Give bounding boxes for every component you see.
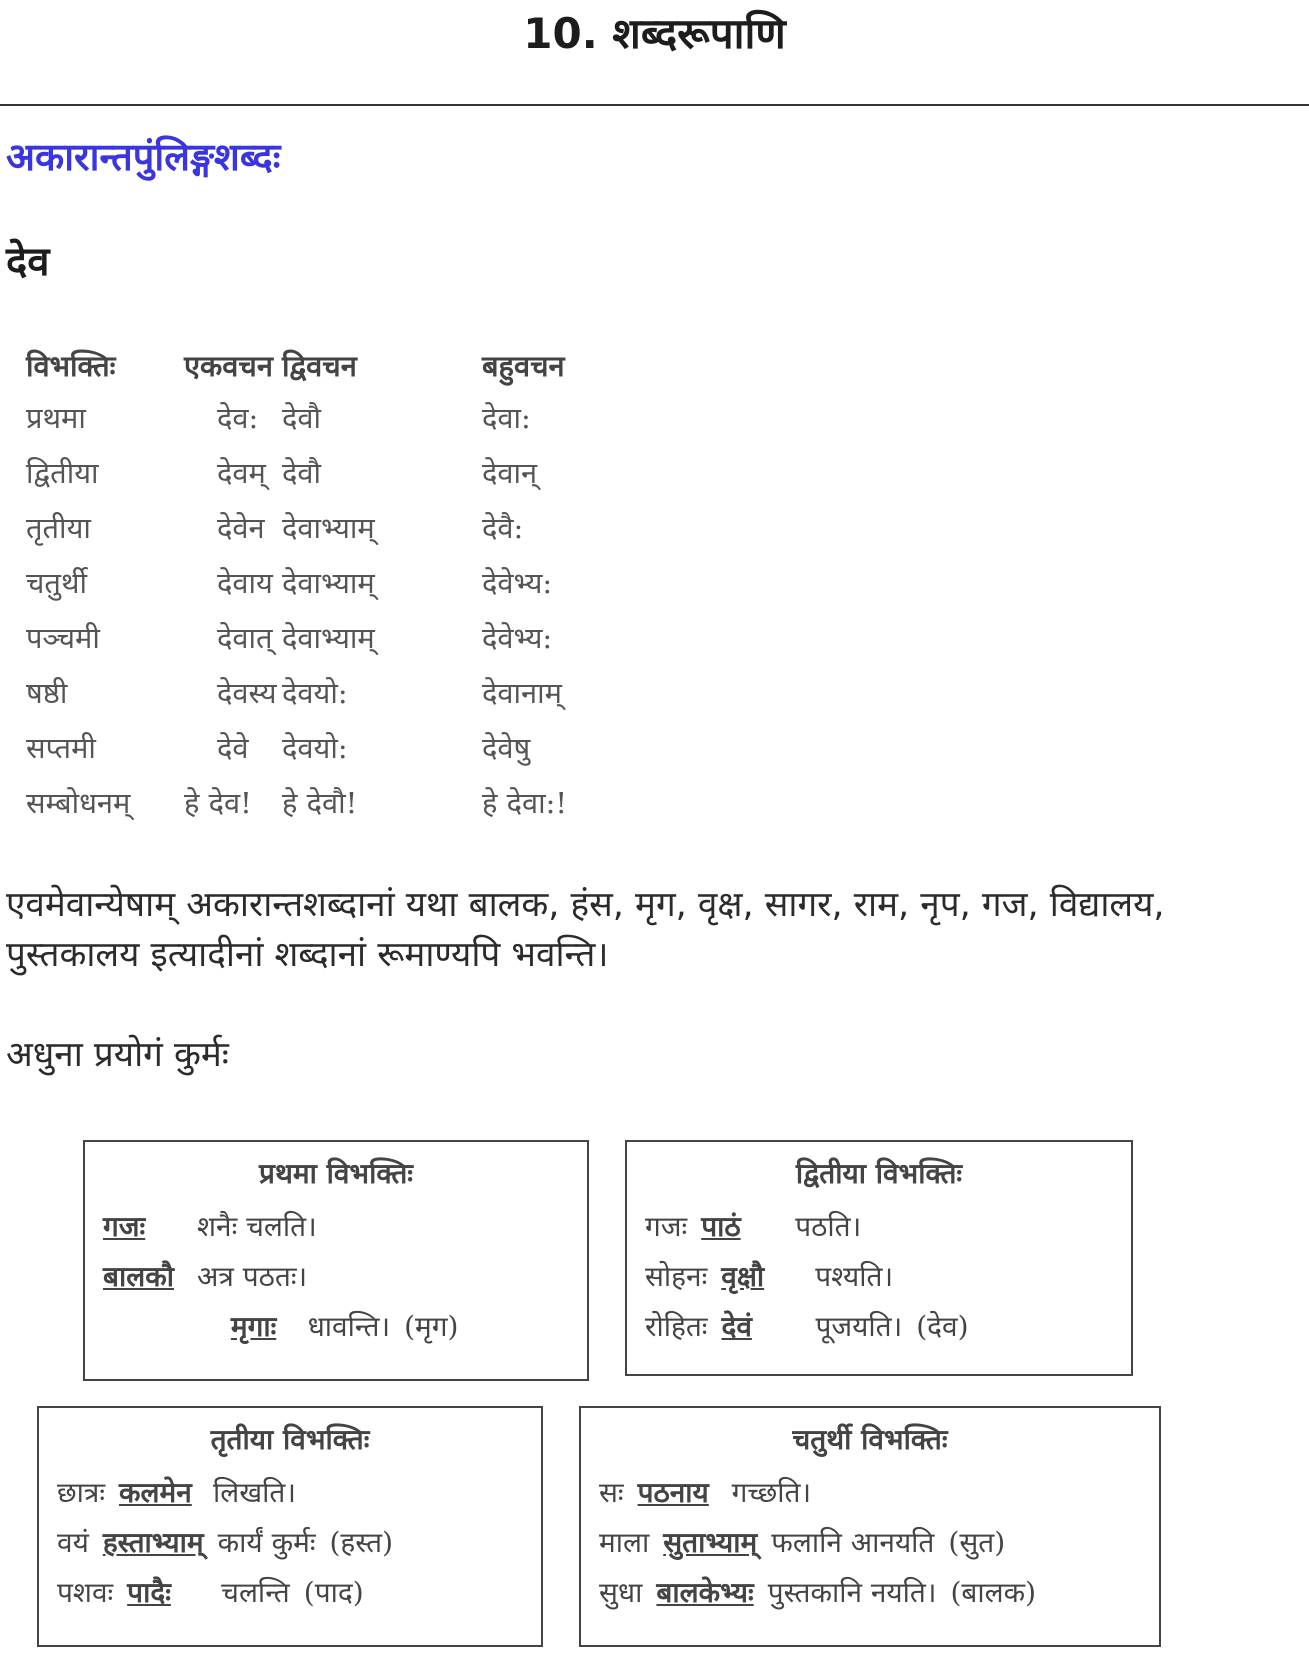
practice-sentence: [645, 1302, 1113, 1352]
sentence-subject: सुधा: [599, 1576, 643, 1609]
answer-blank: मृगाः: [230, 1310, 277, 1343]
box-title: द्वितीया विभक्तिः: [795, 1157, 963, 1190]
table-row: [26, 500, 632, 555]
table-cell: देव:: [217, 401, 259, 435]
table-cell: चतुर्थी: [26, 566, 87, 600]
sentence-text: गच्छति।: [731, 1476, 812, 1509]
table-cell: देवाभ्याम्: [282, 511, 375, 545]
sentence-subject: वयं: [57, 1526, 89, 1559]
table-cell: देवयो:: [282, 676, 348, 710]
practice-sentence: [57, 1568, 523, 1618]
table-cell: षष्ठी: [26, 676, 68, 710]
table-cell: देवेषु: [482, 731, 531, 765]
practice-sentence: [599, 1518, 1141, 1568]
table-cell: द्वितीया: [26, 456, 99, 490]
answer-blank: बालकौ: [103, 1260, 174, 1293]
sentence-text: पठति।: [795, 1210, 862, 1243]
sentence-subject: रोहितः: [645, 1310, 708, 1343]
sentence-text: अत्र पठतः।: [197, 1260, 308, 1293]
practice-box-dvitiya: [625, 1140, 1133, 1376]
practice-sentence: [103, 1302, 569, 1352]
table-cell: तृतीया: [26, 511, 91, 545]
sentence-text: पुस्तकानि नयति।: [767, 1576, 937, 1609]
practice-sentence: [645, 1202, 1113, 1252]
practice-sentence: [599, 1568, 1141, 1618]
word-hint: (हस्त): [329, 1526, 394, 1559]
table-cell: देवेभ्य:: [482, 566, 553, 600]
table-row: [26, 555, 632, 610]
table-cell: देवान्: [482, 456, 538, 490]
table-cell: हे देव!: [184, 786, 252, 820]
word-hint: (पाद): [303, 1576, 364, 1609]
table-cell: देवाभ्याम्: [282, 621, 375, 655]
answer-blank: वृक्षौ: [721, 1260, 765, 1293]
word-heading: देव: [6, 239, 50, 285]
table-row: [26, 775, 632, 830]
answer-blank: गजः: [103, 1210, 146, 1243]
box-title: प्रथमा विभक्तिः: [259, 1157, 413, 1190]
table-header-row: [26, 340, 632, 390]
table-row: [26, 610, 632, 665]
sentence-text: फलानि आनयति: [771, 1526, 935, 1559]
table-cell: देवौ: [282, 456, 322, 490]
table-cell: सप्तमी: [26, 731, 96, 765]
table-cell: देवे: [217, 731, 249, 765]
declension-table: [26, 340, 632, 830]
word-hint: (सुत): [948, 1526, 1006, 1559]
answer-blank: पादैः: [127, 1576, 171, 1609]
sentence-subject: पशवः: [57, 1576, 114, 1609]
sentence-subject: सोहनः: [645, 1260, 708, 1293]
sentence-text: लिखति।: [213, 1476, 296, 1509]
practice-sentence: [599, 1468, 1141, 1518]
table-cell: देवयो:: [282, 731, 348, 765]
practice-intro: अधुना प्रयोगं कुर्मः: [6, 1035, 229, 1075]
word-hint: (मृग): [404, 1310, 459, 1343]
column-header: बहुवचन: [482, 348, 565, 383]
table-cell: देवाभ्याम्: [282, 566, 375, 600]
section-heading: अकारान्तपुंलिङ्गशब्दः: [6, 135, 281, 179]
sentence-text: शनैः चलति।: [197, 1210, 317, 1243]
answer-blank: हस्ताभ्याम्: [102, 1526, 204, 1559]
chapter-title: 10. शब्दरूपाणि: [523, 9, 786, 58]
sentence-text: धावन्ति।: [307, 1310, 391, 1343]
practice-sentence: [57, 1518, 523, 1568]
table-cell: देवा:: [482, 401, 531, 435]
practice-sentence: [103, 1252, 569, 1302]
sentence-text: पश्यति।: [815, 1260, 894, 1293]
table-row: [26, 665, 632, 720]
table-row: [26, 720, 632, 775]
answer-blank: सुताभ्याम्: [663, 1526, 758, 1559]
practice-sentence: [103, 1202, 569, 1252]
table-cell: देवेन: [217, 511, 265, 545]
answer-blank: बालकेभ्यः: [656, 1576, 754, 1609]
table-cell: देवाय: [217, 566, 273, 600]
table-cell: देवै:: [482, 511, 524, 545]
table-cell: सम्बोधनम्: [26, 786, 131, 820]
answer-blank: कलमेन: [119, 1476, 192, 1509]
answer-blank: देवं: [721, 1310, 752, 1343]
column-header: एकवचन: [184, 348, 273, 383]
sentence-subject: गजः: [645, 1210, 688, 1243]
table-cell: देवस्य: [217, 676, 277, 710]
table-cell: हे देवौ!: [282, 786, 358, 820]
sentence-subject: माला: [599, 1526, 650, 1559]
word-hint: (बालक): [950, 1576, 1037, 1609]
sentence-subject: सः: [599, 1476, 624, 1509]
practice-box-tritiya: [37, 1406, 543, 1647]
explanation-paragraph: एवमेवान्येषाम् अकारान्तशब्दानां यथा बालक, हंस, मृग, वृक्ष, सागर, राम, नृप, गज, विद्यालय, पुस्तकालय इत्यादीनां शब्दानां रूमाण्यपि भवन्ति।: [6, 885, 1165, 975]
practice-sentence: [645, 1252, 1113, 1302]
practice-sentence: [57, 1468, 523, 1518]
answer-blank: पठनाय: [637, 1476, 709, 1509]
header-divider: [0, 104, 1309, 106]
answer-blank: पाठं: [701, 1210, 741, 1243]
sentence-text: पूजयति।: [815, 1310, 903, 1343]
table-cell: देवौ: [282, 401, 322, 435]
column-header: द्विवचन: [282, 348, 357, 383]
column-header: विभक्तिः: [26, 348, 116, 383]
table-cell: पञ्चमी: [26, 621, 100, 655]
table-cell: हे देवा:!: [482, 786, 568, 820]
box-title: तृतीया विभक्तिः: [210, 1423, 370, 1456]
practice-box-chaturthi: [579, 1406, 1161, 1647]
table-cell: देवेभ्य:: [482, 621, 553, 655]
table-cell: देवानाम्: [482, 676, 562, 710]
table-row: [26, 445, 632, 500]
table-cell: देवम्: [217, 456, 266, 490]
box-title: चतुर्थी विभक्तिः: [792, 1423, 948, 1456]
table-cell: प्रथमा: [26, 401, 86, 435]
sentence-text: कार्यं कुर्मः: [217, 1526, 316, 1559]
table-cell: देवात्: [217, 621, 273, 655]
sentence-text: चलन्ति: [221, 1576, 290, 1609]
practice-box-prathama: [83, 1140, 589, 1381]
word-hint: (देव): [916, 1310, 969, 1343]
sentence-subject: छात्रः: [57, 1476, 105, 1509]
table-row: [26, 390, 632, 445]
